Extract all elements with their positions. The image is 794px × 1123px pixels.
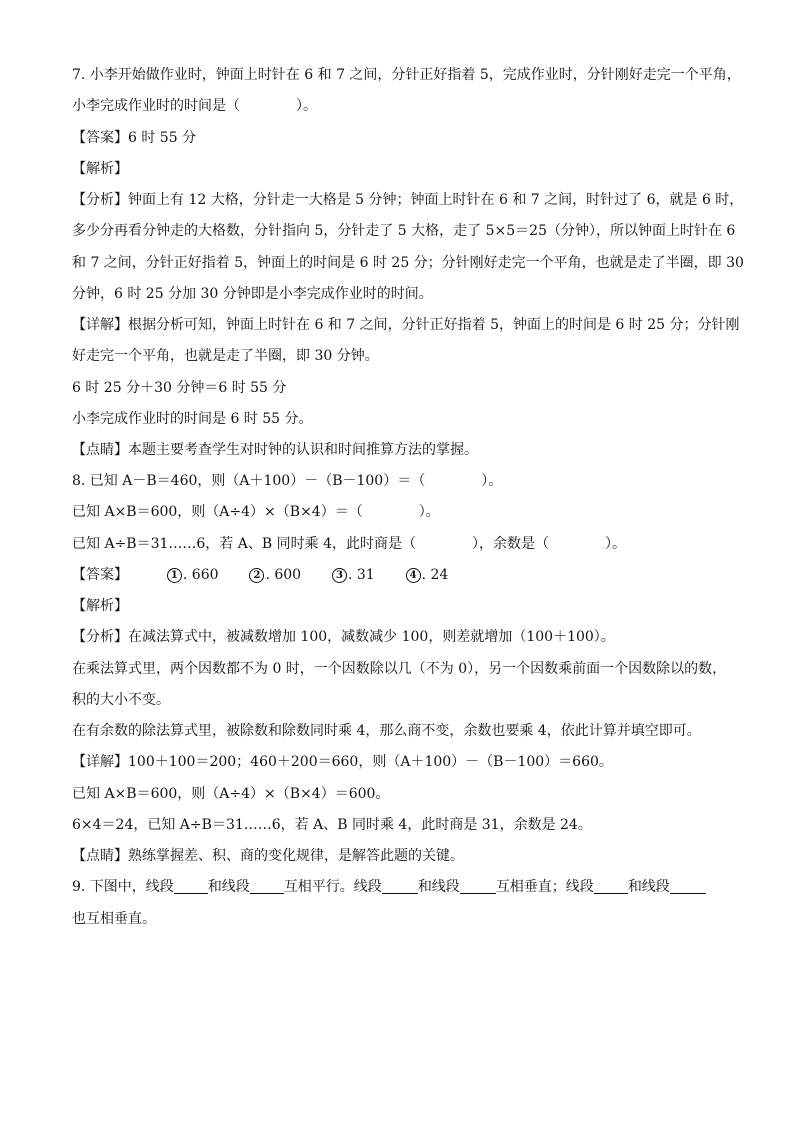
q8-question-line-3: 已知 A÷B＝31……6，若 A、B 同时乘 4，此时商是（ ），余数是（ ）。 (72, 536, 626, 552)
circled-number: 1 (167, 568, 182, 583)
q8-detail-line-3: 6×4＝24，已知 A÷B＝31……6，若 A、B 同时乘 4，此时商是 31，余数是 24。 (72, 817, 592, 833)
q7-detail-line-2: 好走完一个平角，也就是走了半圈，即 30 分钟。 (72, 348, 379, 364)
answer-value: . 600 (265, 567, 302, 583)
fill-blank[interactable] (594, 879, 628, 894)
q9-text: 互相平行。线段 (283, 879, 382, 895)
q7-question-line-2: 小李完成作业时的时间是（ ）。 (72, 98, 317, 114)
q7-analysis-line-3: 和 7 之间，分针正好指着 5，钟面上的时间是 6 时 25 分；分针刚好走完一个平角，也就是走了半圈，即 30 (72, 255, 744, 271)
fill-blank[interactable] (382, 879, 418, 894)
q8-answer-row (72, 566, 448, 584)
q8-analysis-line-3: 积的大小不变。 (72, 692, 170, 708)
q7-analysis-line-2: 多少分再看分钟走的大格数，分针指向 5，分针走了 5 大格，走了 5×5＝25（分钟），所以钟面上时针在 6 (72, 223, 736, 239)
q7-detail-line-1: 【详解】根据分析可知，钟面上时针在 6 和 7 之间，分针正好指着 5，钟面上的时间是 6 时 25 分；分针刚 (72, 317, 740, 333)
answer-value: . 660 (182, 567, 219, 583)
answer-item (249, 567, 301, 583)
q8-analysis-line-2: 在乘法算式里，两个因数都不为 0 时，一个因数除以几（不为 0），另一个因数乘前面一个因数除以的数， (72, 661, 727, 677)
q8-comment: 【点睛】熟练掌握差、积、商的变化规律，是解答此题的关键。 (72, 848, 464, 864)
q7-answer: 【答案】6 时 55 分 (72, 130, 197, 146)
q8-detail-line-1: 【详解】100＋100＝200；460＋200＝660，则（A＋100）－（B－100）＝660。 (72, 754, 613, 770)
q7-analysis-line-1: 【分析】钟面上有 12 大格，分针走一大格是 5 分钟；钟面上时针在 6 和 7 之间，时针过了 6，就是 6 时， (72, 192, 744, 208)
answer-value: . 31 (347, 567, 375, 583)
q7-detail-line-4: 小李完成作业时的时间是 6 时 55 分。 (72, 411, 313, 427)
q7-question-line-1: 7. 小李开始做作业时，钟面上时针在 6 和 7 之间，分针正好指着 5，完成作业时，分针刚好走完一个平角， (72, 67, 741, 83)
answer-item (167, 567, 219, 583)
fill-blank[interactable] (250, 879, 284, 894)
q7-comment: 【点睛】本题主要考查学生对时钟的认识和时间推算方法的掌握。 (72, 442, 478, 458)
answer-value: . 24 (421, 567, 449, 583)
q9-text: 和线段 (207, 879, 250, 895)
answer-item (332, 567, 375, 583)
q8-detail-line-2: 已知 A×B＝600，则（A÷4）×（B×4）＝600。 (72, 786, 390, 802)
circled-number: 3 (332, 568, 347, 583)
q7-analysis-line-4: 分钟，6 时 25 分加 30 分钟即是小李完成作业时的时间。 (72, 286, 433, 302)
q8-question-line-1: 8. 已知 A－B＝460，则（A＋100）－（B－100）＝（ ）。 (72, 473, 503, 489)
fill-blank[interactable] (174, 879, 208, 894)
q9-question-line-2: 也互相垂直。 (72, 911, 156, 927)
q8-question-line-2: 已知 A×B＝600，则（A÷4）×（B×4）＝（ ）。 (72, 504, 440, 520)
q9-text: 和线段 (627, 879, 670, 895)
q7-detail-line-3: 6 时 25 分＋30 分钟＝6 时 55 分 (72, 380, 287, 396)
q9-question-line-1 (72, 878, 706, 896)
answer-item (406, 567, 449, 583)
q7-jiexi-label: 【解析】 (72, 161, 128, 177)
q8-analysis-line-4: 在有余数的除法算式里，被除数和除数同时乘 4，那么商不变，余数也要乘 4，依此计算并填空即可。 (72, 723, 701, 739)
q9-text: 互相垂直；线段 (495, 879, 594, 895)
q8-answer-label: 【答案】 (72, 567, 128, 583)
circled-number: 4 (406, 568, 421, 583)
q9-text: 9. 下图中，线段 (72, 879, 174, 895)
circled-number: 2 (249, 568, 264, 583)
q8-analysis-line-1: 【分析】在减法算式中，被减数增加 100，减数减少 100，则差就增加（100＋100）。 (72, 629, 615, 645)
q9-text: 和线段 (417, 879, 460, 895)
q8-jiexi-label: 【解析】 (72, 598, 128, 614)
fill-blank[interactable] (670, 879, 706, 894)
fill-blank[interactable] (460, 879, 496, 894)
